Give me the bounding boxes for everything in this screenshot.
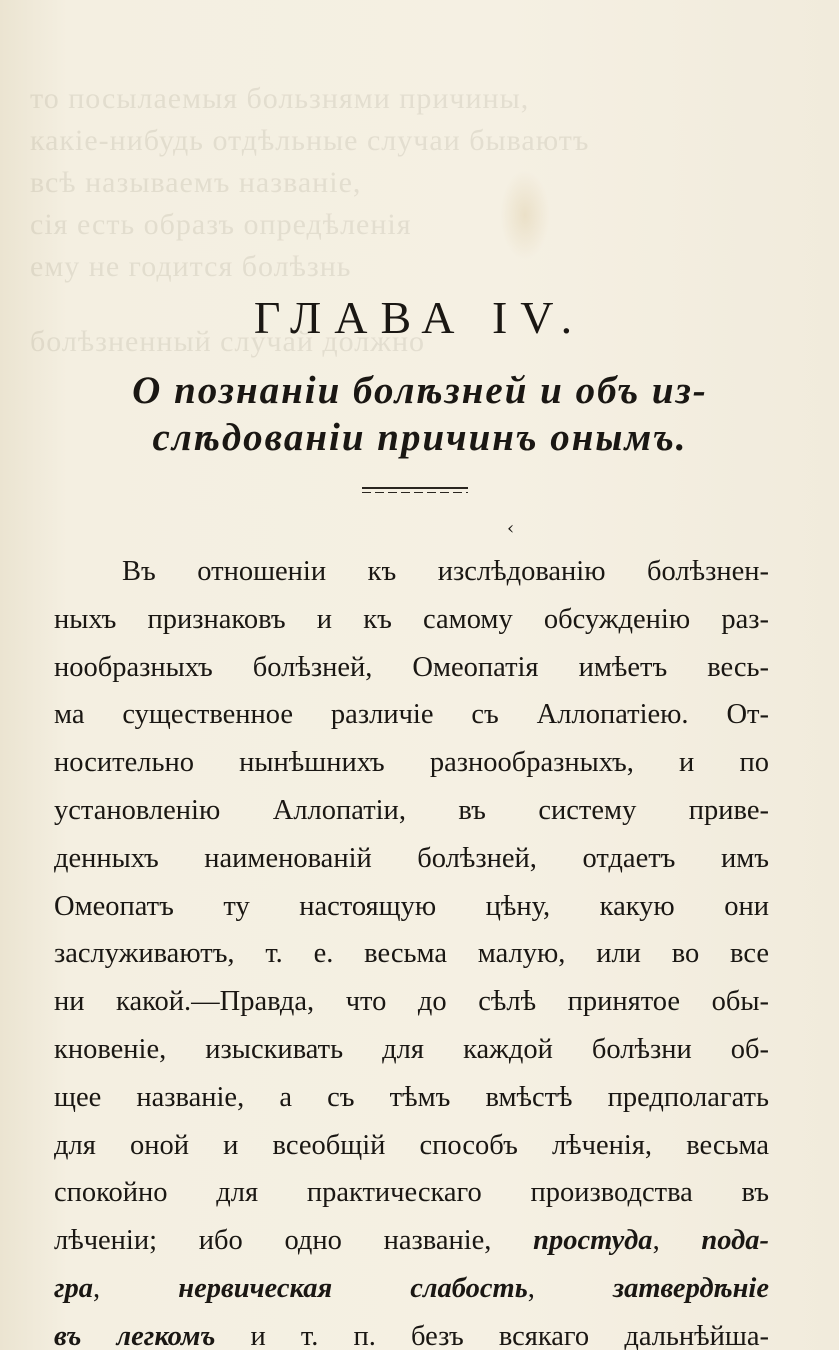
text-line	[54, 978, 769, 1026]
text-line	[54, 883, 769, 931]
text-line	[54, 1313, 769, 1350]
text-segment: нообразныхъ болѣзней, Омеопатія имѣетъ весь-	[54, 651, 769, 683]
text-segment: ни какой.—Правда, что до сѣлѣ принятое обы-	[54, 986, 769, 1018]
text-line	[54, 787, 769, 835]
italic-term: гра	[54, 1272, 94, 1304]
text-segment: ,	[93, 1272, 179, 1304]
paper-stain	[500, 170, 550, 260]
text-line	[54, 1169, 769, 1217]
decorative-rule	[362, 487, 468, 495]
italic-term: пода-	[701, 1225, 770, 1257]
text-line	[54, 1265, 769, 1313]
text-segment: щее названіе, а съ тѣмъ вмѣстѣ предполагать	[54, 1081, 769, 1113]
text-segment: ма существенное различіе съ Аллопатіею. От-	[54, 699, 769, 731]
bleed-line: болѣзненный случай должно	[30, 325, 426, 358]
text-segment: денныхъ наименованій болѣзней, отдаетъ имъ	[54, 842, 769, 874]
text-line	[54, 1074, 769, 1122]
text-line	[54, 739, 769, 787]
text-line	[54, 548, 769, 596]
text-line	[54, 1217, 769, 1265]
chapter-title: ГЛАВА IV.	[253, 292, 586, 343]
text-segment: носительно нынѣшнихъ разнообразныхъ, и по	[54, 747, 769, 779]
bleed-line: то посылаемыя бользнями причины,	[30, 82, 530, 115]
chapter-subtitle-line-1: О познаніи болѣзней и объ из-	[132, 369, 708, 412]
text-segment: лѣченіи; ибо одно названіе,	[54, 1225, 534, 1257]
text-segment: Омеопатъ ту настоящую цѣну, какую они	[54, 890, 769, 922]
bleed-line: всѣ называемъ названіе,	[30, 166, 362, 199]
italic-term: затвердѣніе	[613, 1272, 769, 1304]
italic-term: въ легкомъ	[54, 1320, 216, 1350]
bleed-line: сія есть образъ опредѣленія	[30, 208, 412, 241]
text-segment: Въ отношеніи къ изслѣдованію болѣзнен-	[122, 556, 769, 587]
text-segment: для оной и всеобщій способъ лѣченія, весьма	[54, 1129, 769, 1161]
italic-term: простуда	[533, 1225, 653, 1257]
text-segment: заслуживаютъ, т. е. весьма малую, или во все	[54, 938, 769, 970]
bleed-line: ему не годится болѣзнь	[30, 250, 352, 283]
italic-term: нервическая слабость	[178, 1272, 528, 1304]
text-line	[54, 691, 769, 739]
text-segment: ,	[527, 1272, 614, 1304]
text-line	[54, 596, 769, 644]
text-segment: ,	[652, 1225, 702, 1257]
body-text	[54, 548, 769, 1350]
printer-mark: ‹	[507, 518, 515, 539]
text-line	[54, 644, 769, 692]
text-line	[54, 930, 769, 978]
text-segment: ныхъ признаковъ и къ самому обсужденію раз-	[54, 603, 769, 635]
text-segment: спокойно для практическаго производства въ	[54, 1177, 769, 1209]
text-segment: установленію Аллопатіи, въ систему приве-	[54, 794, 769, 826]
text-segment: и т. п. безъ всякаго дальнѣйша-	[215, 1320, 769, 1350]
text-line	[54, 1122, 769, 1170]
chapter-subtitle-line-2: слѣдованіи причинъ онымъ.	[152, 416, 688, 459]
bleed-line: какіе-нибудь отдѣльные случаи бываютъ	[30, 124, 590, 157]
text-line	[54, 1026, 769, 1074]
text-segment: кновеніе, изыскивать для каждой болѣзни об-	[54, 1033, 769, 1065]
text-line	[54, 835, 769, 883]
